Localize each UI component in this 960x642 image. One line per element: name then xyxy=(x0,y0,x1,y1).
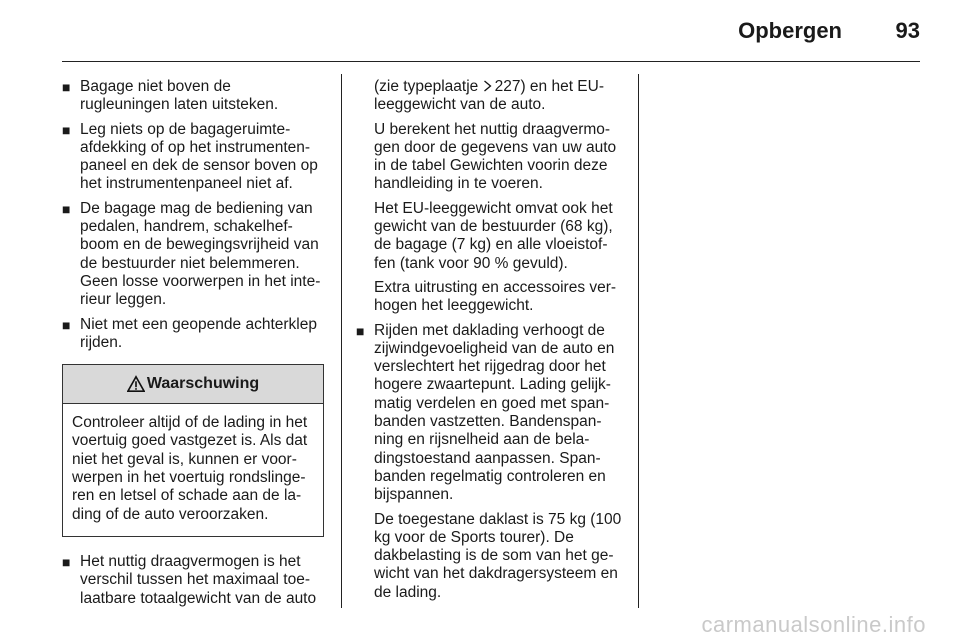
square-bullet-icon: ■ xyxy=(62,553,71,570)
right-column xyxy=(356,78,624,608)
square-bullet-icon: ■ xyxy=(62,200,71,217)
header-title: Opbergen xyxy=(738,18,842,43)
column-divider-left xyxy=(341,74,342,608)
square-bullet-icon: ■ xyxy=(62,121,71,138)
bullet-text: Het nuttig draagvermogen is het verschil tussen het maximaal toe-laatbare totaalgewicht van de auto xyxy=(80,552,317,607)
square-bullet-icon: ■ xyxy=(356,322,365,339)
page-number: 93 xyxy=(895,18,920,43)
bullet-item xyxy=(62,78,324,115)
bullet-text: Leg niets op de bagageruimte-afdekking of op het instrumenten-paneel en dek de sensor boven op het instrumentenpaneel niet af. xyxy=(80,120,318,193)
warning-body: Controleer altijd of de lading in het voertuig goed vastgezet is. Als dat niet het geval is, kunnen er voor-werpen in het voertuig rondslinge-ren en letsel of schade aan de la-ding of de auto veroorzaken. xyxy=(72,414,308,523)
square-bullet-icon: ■ xyxy=(62,316,71,333)
page-reference-arrow-icon xyxy=(483,80,492,92)
bullet-text: De bagage mag de bediening van pedalen, handrem, schakelhef-boom en de bewegingsvrijheid van de bestuurder niet belemmeren. Geen losse voorwerpen in het inte-rieur leggen. xyxy=(80,199,321,309)
paragraph: U berekent het nuttig draagvermo-gen door de gegevens van uw auto in de tabel Gewichten voorin deze handleiding in te voeren. xyxy=(374,120,617,193)
paragraph: Extra uitrusting en accessoires ver-hogen het leeggewicht. xyxy=(374,278,617,315)
continuation-text-before: (zie typeplaatje xyxy=(374,78,479,95)
paragraph: Het EU-leeggewicht omvat ook het gewicht van de bestuurder (68 kg), de bagage (7 kg) en alle vloeistof-fen (tank voor 90 % gevuld). xyxy=(374,199,613,272)
bullet-text: Rijden met daklading verhoogt de zijwindgevoeligheid van de auto en verslechtert het rijgedrag door het hogere zwaartepunt. Lading gelijk-matig verdelen en goed met span-banden vastzetten. Bandenspan-ning en rijsnelheid aan de bela-dingstoestand aanpassen. Span-banden regelmatig controleren en bijspannen. xyxy=(374,321,615,504)
bullet-text: Niet met een geopende achterklep rijden. xyxy=(80,315,317,351)
continuation-text-after: 227) en het EU-leeggewicht van de auto. xyxy=(374,78,605,114)
warning-title: Waarschuwing xyxy=(146,375,260,392)
column-divider-right xyxy=(638,74,639,608)
paragraph: De toegestane daklast is 75 kg (100 kg voor de Sports tourer). De dakbelasting is de som van het ge-wicht van het dakdragersysteem en de lading. xyxy=(374,510,622,601)
bullet-item xyxy=(62,121,324,194)
warning-triangle-icon xyxy=(127,375,145,393)
header-rule xyxy=(62,61,920,62)
watermark: carmanualsonline.info xyxy=(701,612,926,637)
bullet-text: Bagage niet boven de rugleuningen laten uitsteken. xyxy=(80,78,279,114)
bullet-item xyxy=(356,322,624,505)
continuation-paragraph xyxy=(356,78,624,115)
bullet-item xyxy=(62,200,324,310)
warning-box xyxy=(62,364,324,537)
left-column xyxy=(62,78,324,614)
bullet-item xyxy=(62,553,324,608)
warning-header xyxy=(63,365,323,404)
square-bullet-icon: ■ xyxy=(62,79,71,95)
bullet-item xyxy=(62,316,324,353)
